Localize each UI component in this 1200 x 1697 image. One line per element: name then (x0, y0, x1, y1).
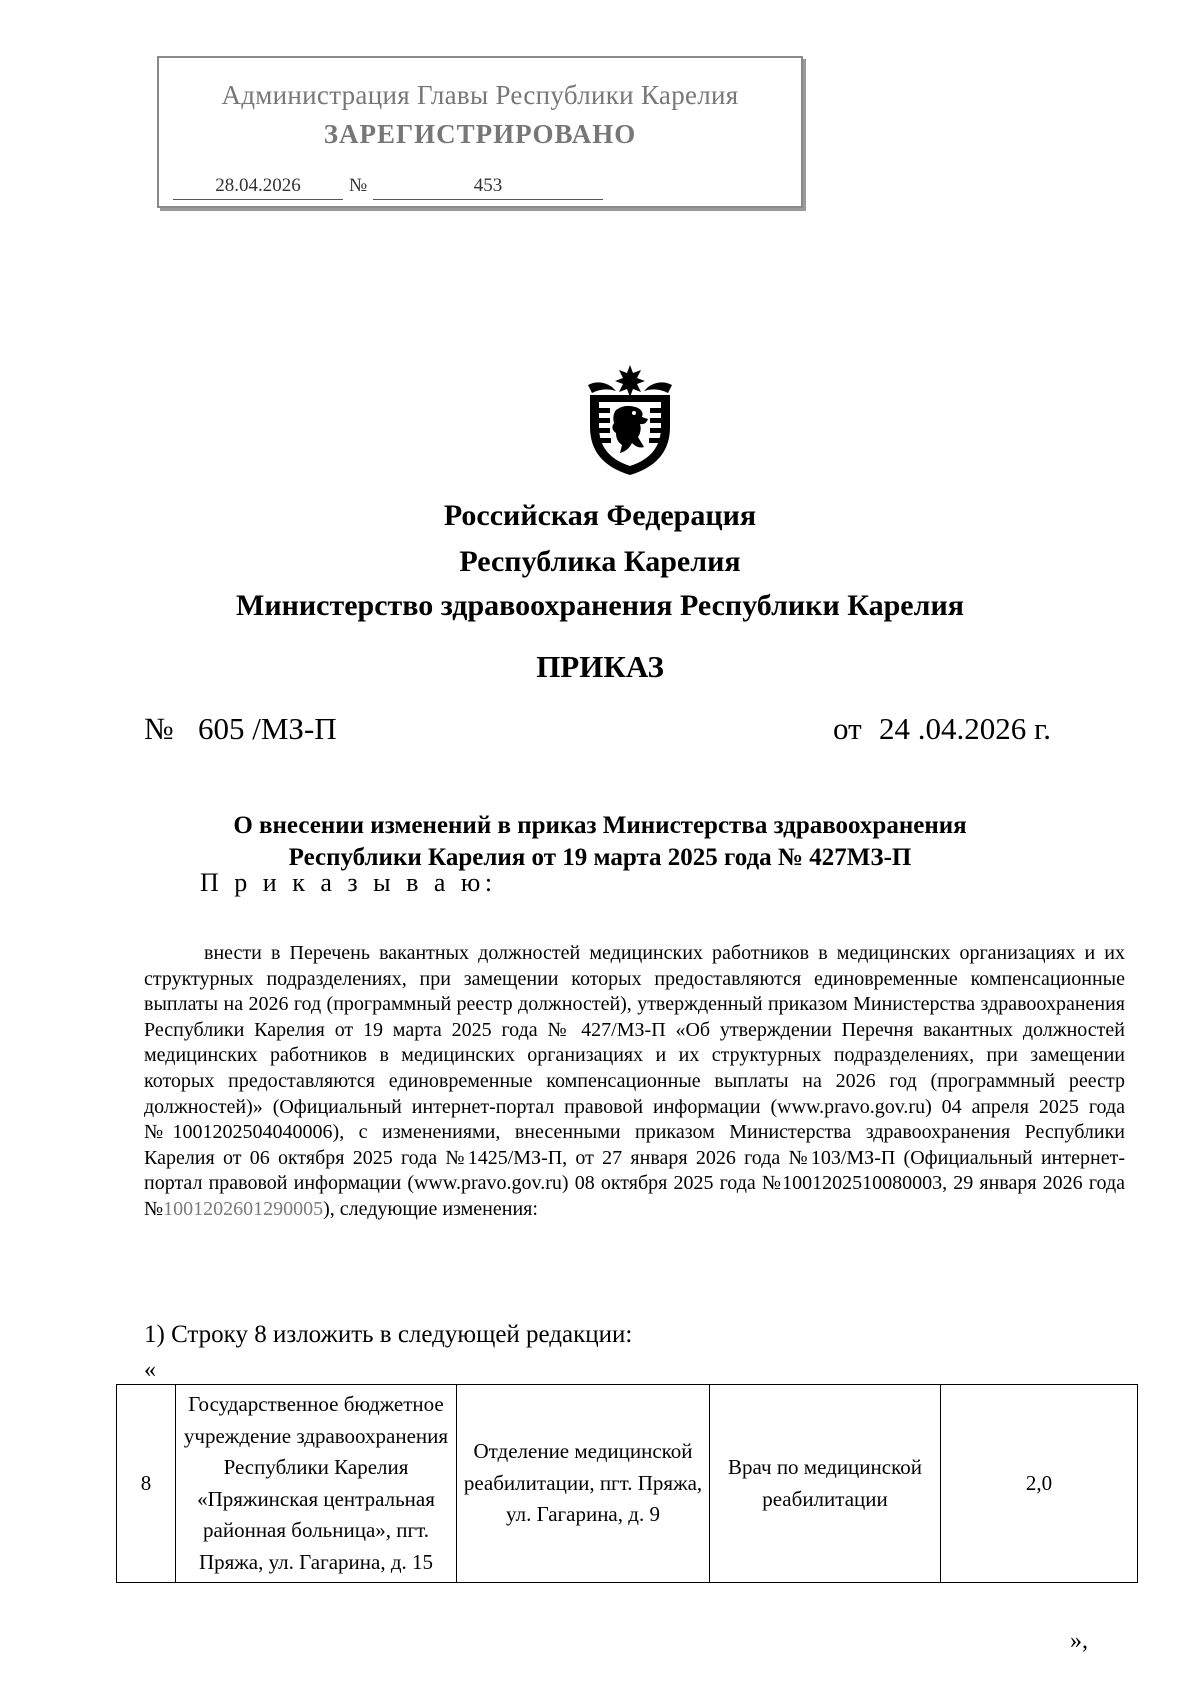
order-title: ПРИКАЗ (536, 649, 664, 684)
body-paragraph (144, 941, 1125, 1223)
order-number: 605 /МЗ-П (198, 711, 337, 746)
stamp-admin-text: Администрация Главы Республики Карелия (221, 80, 739, 110)
stamp-registered-text: ЗАРЕГИСТРИРОВАНО (323, 119, 637, 149)
header-ministry: Министерство здравоохранения Республики Карелия (236, 589, 964, 622)
body-gray-number: 1001202601290005 (163, 1197, 324, 1220)
karelia-coat-of-arms-icon (582, 365, 678, 477)
quote-close: », (1070, 1628, 1088, 1654)
cell-position: Врач по медицинской реабилитации (710, 1385, 941, 1583)
stamp-number: 453 (373, 173, 603, 200)
prikazyvayu: П р и к а з ы в а ю: (200, 868, 497, 897)
positions-table (116, 1384, 1138, 1583)
table-row (117, 1385, 1138, 1583)
stamp-number-label: № (349, 175, 368, 196)
body-text-part2: ), следующие изменения: (323, 1197, 538, 1220)
cell-number: 8 (117, 1385, 176, 1583)
subject-line-1: О внесении изменений в приказ Министерства здравоохранения (233, 812, 967, 839)
point-1: 1) Строку 8 изложить в следующей редакции: (144, 1321, 633, 1348)
stamp-date: 28.04.2026 (173, 173, 343, 200)
order-date-label: от (833, 711, 862, 746)
header-country: Российская Федерация (443, 499, 757, 532)
cell-department: Отделение медицинской реабилитации, пгт. Пряжа, ул. Гагарина, д. 9 (457, 1385, 710, 1583)
registration-stamp (157, 56, 803, 208)
quote-open: « (144, 1357, 156, 1383)
cell-organization: Государственное бюджетное учреждение здравоохранения Республики Карелия «Пряжинская центральная районная больница», пгт. Пряжа, ул. Гагарина, д. 15 (176, 1385, 457, 1583)
order-number-label: № (144, 711, 174, 746)
body-text-part1: внести в Перечень вакантных должностей медицинских работников в медицинских организациях и их структурных подразделениях, при замещении которых предоставляются единовременные компенсационные выплаты на 2026 год (программный реестр должностей), утвержденный приказом Министерства здравоохранения Республики Карелия от 19 марта 2025 года № 427/МЗ-П «Об утверждении Перечня вакантных должностей медицинских работников в медицинских организациях и их структурных подразделениях, при замещении которых предоставляются единовременные компенсационные выплаты на 2026 год (программный реестр должностей)» (Официальный интернет-портал правовой информации (www.pravo.gov.ru) 04 апреля 2025 года №1001202504040006), с изменениями, внесенными приказом Министерства здравоохранения Республики Карелия от 06 октября 2025 года №1425/МЗ-П, от 27 января 2026 года №103/МЗ-П (Официальный интернет-портал правовой информации (www.pravo.gov.ru) 08 октября 2025 года №1001202510080003, 29 января 2026 года № (144, 942, 1125, 1220)
header-republic: Республика Карелия (459, 545, 741, 578)
subject-line-2: Республики Карелия от 19 марта 2025 года № 427МЗ-П (288, 844, 912, 871)
cell-count: 2,0 (941, 1385, 1138, 1583)
order-date: 24 .04.2026 г. (879, 711, 1051, 746)
